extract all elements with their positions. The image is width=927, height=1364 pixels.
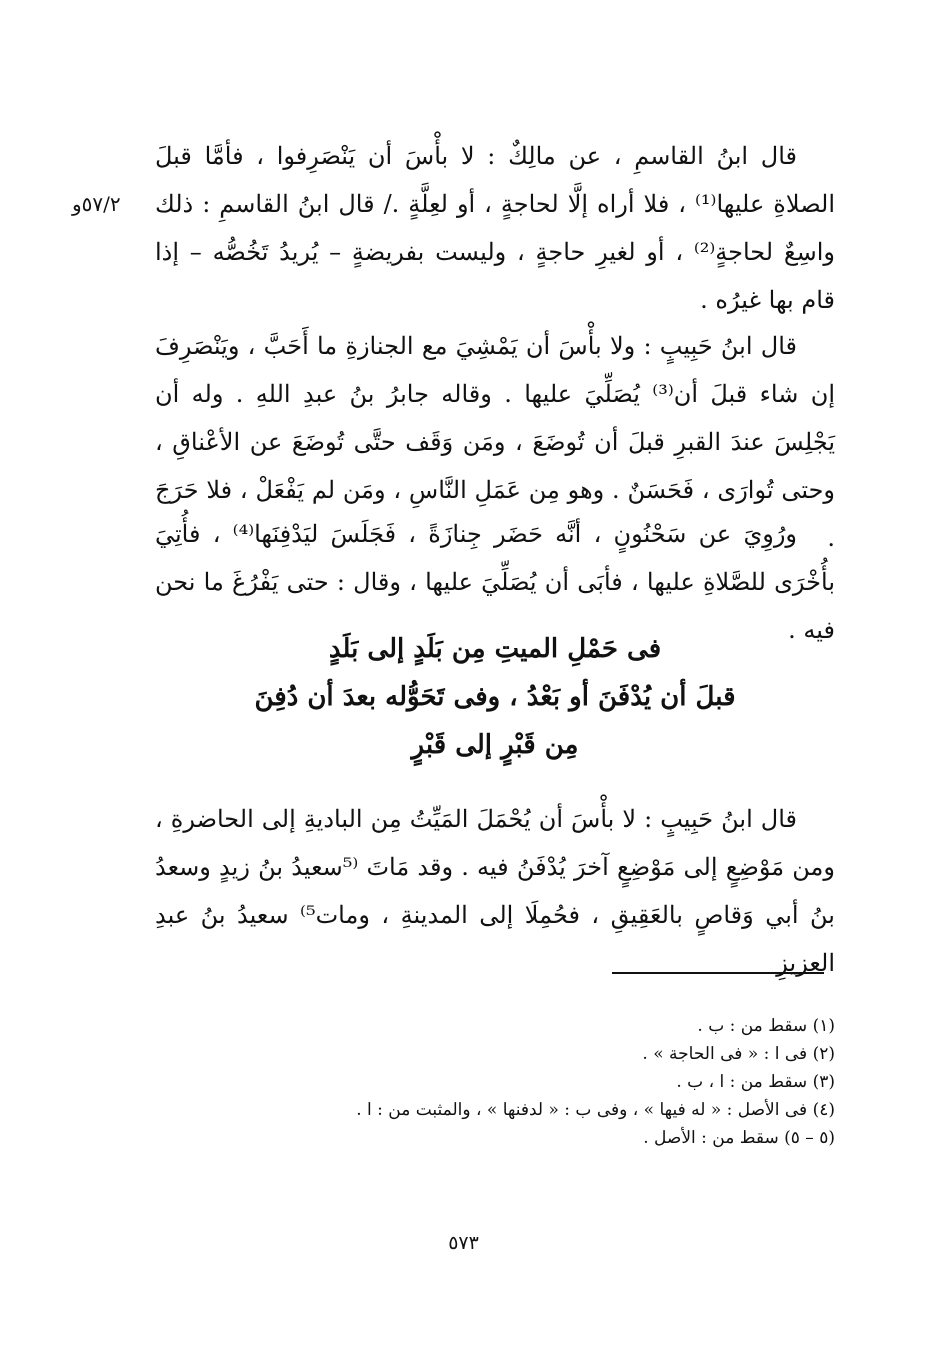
footnote-2: (٢) فى ا : « فى الحاجة » . xyxy=(642,1044,835,1064)
text-block-1 xyxy=(155,132,835,324)
margin-folio-note: ٥٧/٢و xyxy=(72,192,121,216)
text-block-4 xyxy=(155,795,835,987)
footnote-4: (٤) فى الأصل : « له فيها » ، وفى ب : « لدفنها » ، والمثبت من : ا . xyxy=(356,1100,835,1120)
heading-line-3: مِن قَبْرٍ إلى قَبْرٍ xyxy=(411,730,579,760)
paragraph-4: قال ابنُ حَبِيبٍ : لا بأْسَ أن يُحْمَلَ المَيِّتُ مِن الباديةِ إلى الحاضرةِ ، ومن مَوْضِعٍ إلى مَوْضِعٍ آخرَ يُدْفَنُ فيه . وقد مَاتَ ⁽⁵سعيدُ بنُ زيدٍ وسعدُ بنُ أبي وَقاصٍ بالعَقِيقِ ، فحُمِلَا إلى المدينةِ ، ومات⁵⁾ سعيدُ بنُ عبدِ العزيزِ xyxy=(155,805,836,977)
footnote-1: (١) سقط من : ب . xyxy=(697,1016,835,1036)
footnote-3: (٣) سقط من : ا ، ب . xyxy=(676,1072,835,1092)
heading-line-1: فى حَمْلِ الميتِ مِن بَلَدٍ إلى بَلَدٍ xyxy=(328,634,662,664)
footnote-divider xyxy=(612,972,824,974)
paragraph-2: قال ابنُ حَبِيبٍ : ولا بأْسَ أن يَمْشِيَ مع الجنازةِ ما أَحَبَّ ، ويَنْصَرِفَ إن شاء قبلَ أن⁽³⁾ يُصَلِّيَ عليها . وقاله جابرُ بنُ عبدِ اللهِ . وله أن يَجْلِسَ عندَ القبرِ قبلَ أن تُوضَعَ ، ومَن وَقَف حتَّى تُوضَعَ عن الأعْناقِ ، وحتى تُوارَى ، فَحَسَنٌ . وهو مِن عَمَلِ النَّاسِ ، ومَن لم يَفْعَلْ ، فلا حَرَجَ . xyxy=(155,332,836,552)
heading-line-2: قبلَ أن يُدْفَنَ أو بَعْدُ ، وفى تَحَوُّله بعدَ أن دُفِنَ xyxy=(254,682,736,712)
paragraph-1: قال ابنُ القاسمِ ، عن مالِكٌ : لا بأْسَ أن يَنْصَرِفوا ، فأمَّا قبلَ الصلاةِ عليها⁽¹⁾ ، فلا أراه إلَّا لحاجةٍ ، أو لعِلَّةٍ ./ قال ابنُ القاسمِ : ذلك واسِعٌ لحاجةٍ⁽²⁾ ، أو لغيرِ حاجةٍ ، وليست بفريضةٍ – يُريدُ تَخُصُّه – إذا قام بها غيرُه . xyxy=(155,142,836,314)
footnote-5: (٥ – ٥) سقط من : الأصل . xyxy=(643,1128,835,1148)
paragraph-3: ورُوِيَ عن سَحْنُونٍ ، أنَّه حَضَر جِنازَةً ، فَجَلَسَ ليَدْفِنَها⁽⁴⁾ ، فأُتِيَ بأُخْرَى للصَّلاةِ عليها ، فأبَى أن يُصَلِّيَ عليها ، وقال : حتى يَفْرُغَ ما نحن فيه . xyxy=(155,520,835,644)
section-heading xyxy=(155,625,835,769)
footnotes xyxy=(155,1012,835,1152)
page-number: ٥٧٣ xyxy=(448,1232,479,1254)
